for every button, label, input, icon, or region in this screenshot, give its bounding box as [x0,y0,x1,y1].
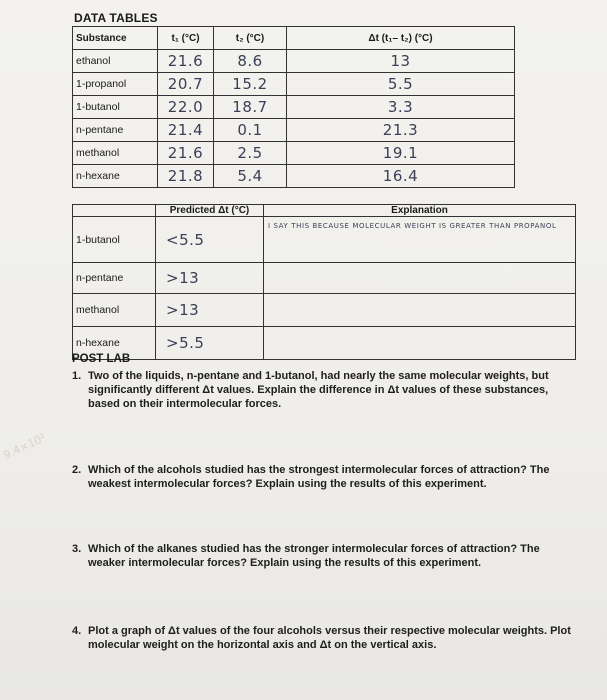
predicted-cell: <5.5 [156,217,264,263]
t1-cell: 21.8 [158,165,214,188]
question-line: Which of the alcohols studied has the strongest intermolecular forces of attraction? The [88,464,550,476]
table-row [73,165,515,188]
question-line: Two of the liquids, n-pentane and 1-butanol, had nearly the same molecular weights, but [88,370,549,382]
t2-cell: 0.1 [214,119,287,142]
substance-cell: n-pentane [73,263,156,294]
table-row [73,142,515,165]
predicted-cell: >13 [156,294,264,327]
delta-t-cell: 3.3 [287,96,515,119]
question-number: 1. [72,370,82,382]
question-number: 2. [72,464,82,476]
header-predicted: Predicted Δt (°C) [156,205,264,217]
question-line: molecular weight on the horizontal axis and Δt on the vertical axis. [88,639,437,651]
table-row [73,50,515,73]
table-row [73,217,576,263]
question-line: weaker intermolecular forces? Explain using the results of this experiment. [88,557,482,569]
predicted-cell: >5.5 [156,327,264,360]
table-header-row [73,27,515,50]
prediction-table [72,204,576,360]
explanation-cell [264,294,576,327]
question-line: Which of the alkanes studied has the stronger intermolecular forces of attraction? The [88,543,540,555]
delta-t-cell: 21.3 [287,119,515,142]
table-header-row [73,205,576,217]
table-row [73,96,515,119]
question-line: based on their intermolecular forces. [88,398,282,410]
substance-cell: 1-propanol [73,73,158,96]
substance-cell: n-pentane [73,119,158,142]
t2-cell: 15.2 [214,73,287,96]
substance-cell: n-hexane [73,327,156,360]
substance-cell: methanol [73,142,158,165]
t1-cell: 21.6 [158,50,214,73]
predicted-cell: >13 [156,263,264,294]
postlab-heading: POST LAB [72,353,131,365]
header-explanation: Explanation [264,205,576,217]
substance-cell: 1-butanol [73,96,158,119]
substance-cell: methanol [73,294,156,327]
explanation-cell [264,263,576,294]
t1-cell: 21.4 [158,119,214,142]
question-line: significantly different Δt values. Explain the difference in Δt values of these substances, [88,384,549,396]
bleed-through-marks: 9.4×10² [1,431,48,462]
t1-cell: 20.7 [158,73,214,96]
t2-cell: 8.6 [214,50,287,73]
delta-t-cell: 19.1 [287,142,515,165]
table-row [73,294,576,327]
header-delta-t: Δt (t₁– t₂) (°C) [287,27,515,50]
header-substance: Substance [73,27,158,50]
delta-t-cell: 16.4 [287,165,515,188]
t2-cell: 2.5 [214,142,287,165]
substance-cell: 1-butanol [73,217,156,263]
table-row [73,119,515,142]
substance-cell: n-hexane [73,165,158,188]
question-number: 4. [72,625,82,637]
table-row [73,263,576,294]
delta-t-cell: 13 [287,50,515,73]
substance-cell: ethanol [73,50,158,73]
t2-cell: 5.4 [214,165,287,188]
question-line: weakest intermolecular forces? Explain using the results of this experiment. [88,478,487,490]
explanation-cell: I SAY THIS BECAUSE MOLECULAR WEIGHT IS GREATER THAN PROPANOL [264,217,576,263]
header-blank [73,205,156,217]
data-tables-title: DATA TABLES [74,11,158,25]
table-row [73,327,576,360]
t1-cell: 21.6 [158,142,214,165]
t1-cell: 22.0 [158,96,214,119]
header-t1: t₁ (°C) [158,27,214,50]
explanation-cell [264,327,576,360]
delta-t-cell: 5.5 [287,73,515,96]
t2-cell: 18.7 [214,96,287,119]
table-row [73,73,515,96]
question-line: Plot a graph of Δt values of the four alcohols versus their respective molecular weights. Plot [88,625,571,637]
data-table-1 [72,26,515,188]
header-t2: t₂ (°C) [214,27,287,50]
question-number: 3. [72,543,82,555]
